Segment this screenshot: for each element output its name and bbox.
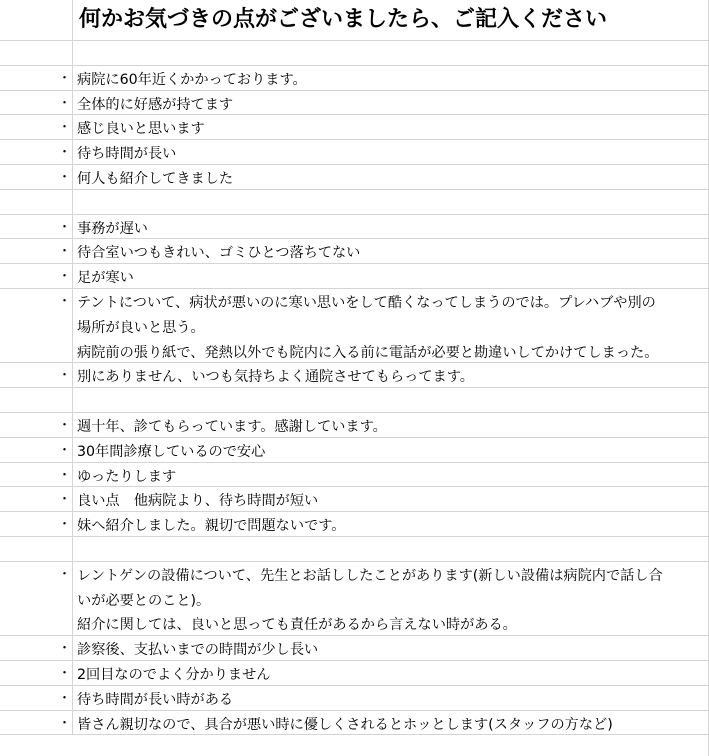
blank-row	[0, 537, 709, 562]
comment-line: 30年間診療しているので安心	[77, 443, 266, 460]
comment-line: 2回目なのでよく分かりません	[77, 667, 271, 683]
list-item	[0, 165, 709, 190]
list-item	[0, 289, 709, 363]
list-item	[0, 562, 709, 636]
comment-line: 病院に60年近くかかっております。	[77, 71, 307, 88]
bullet-marker: ・	[58, 294, 72, 309]
comment-line: ゆったりします	[77, 468, 177, 485]
comment-line: 足が寒い	[77, 270, 134, 287]
comment-line: 紹介に関しては、良いと思っても責任があるから言えない時がある。	[77, 617, 517, 634]
bullet-marker: ・	[58, 219, 72, 235]
bullet-marker: ・	[58, 492, 72, 508]
bullet-marker: ・	[58, 715, 72, 731]
comment-line: 待合室いつもきれい、ゴミひとつ落ちてない	[77, 245, 361, 262]
comment-text	[77, 292, 703, 366]
bullet-marker: ・	[58, 666, 72, 681]
list-item	[0, 363, 709, 388]
list-item	[0, 413, 709, 438]
comment-line: 別にありません、いつも気持ちよく通院させてもらってます。	[77, 369, 474, 386]
bullet-marker: ・	[58, 95, 72, 111]
comment-text	[77, 565, 703, 639]
list-item	[0, 140, 709, 165]
bullet-marker: ・	[58, 418, 72, 433]
page-title: 何かお気づきの点がございましたら、ご記入ください	[79, 7, 608, 32]
list-item	[0, 264, 709, 289]
title-row	[0, 0, 709, 41]
comment-line: 良い点 他病院より、待ち時間が短い	[77, 493, 319, 510]
bullet-marker: ・	[58, 244, 72, 260]
comment-line: 事務が遅い	[77, 220, 148, 237]
bullet-marker: ・	[58, 269, 72, 285]
list-item	[0, 438, 709, 463]
comment-line: 皆さん親切なので、具合が悪い時に優しくされるとホッとします(スタッフの方など)	[77, 716, 613, 733]
bullet-marker: ・	[58, 690, 72, 706]
blank-row	[0, 41, 709, 66]
list-item	[0, 115, 709, 140]
comment-line: 待ち時間が長い	[77, 146, 177, 163]
comment-line: 何人も紹介してきました	[77, 171, 234, 187]
list-item	[0, 711, 709, 736]
list-item	[0, 512, 709, 537]
comment-line: 妹へ紹介しました。親切で問題ないです。	[77, 518, 346, 535]
list-item	[0, 636, 709, 661]
bullet-marker: ・	[58, 70, 72, 86]
comment-line: 週十年、診てもらっています。感謝しています。	[77, 419, 387, 435]
bullet-marker: ・	[58, 145, 72, 161]
comment-line: 感じ良いと思います	[77, 121, 205, 138]
comment-line: 場所が良いと思う。	[77, 319, 205, 336]
list-item	[0, 239, 709, 264]
list-item	[0, 661, 709, 686]
list-item	[0, 487, 709, 512]
list-item	[0, 463, 709, 488]
bullet-marker: ・	[58, 641, 72, 657]
comment-line: テントについて、病状が悪いのに寒い思いをして酷くなってしまうのでは。プレハブや別の	[77, 295, 656, 311]
list-item	[0, 91, 709, 116]
bullet-marker: ・	[58, 170, 72, 185]
bullet-marker: ・	[58, 368, 72, 384]
list-item	[0, 215, 709, 240]
bullet-marker: ・	[58, 566, 72, 582]
comment-line: レントゲンの設備について、先生とお話ししたことがあります(新しい設備は病院内で話し合	[77, 567, 663, 584]
comment-text	[77, 714, 703, 739]
comment-line: 全体的に好感が持てます	[77, 96, 234, 113]
comment-line: 病院前の張り紙で、発熱以外でも院内に入る前に電話が必要と勘違いしてかけてしまった。	[77, 344, 659, 361]
bullet-marker: ・	[58, 517, 72, 533]
list-item	[0, 686, 709, 711]
bullet-marker: ・	[58, 442, 72, 458]
blank-row	[0, 388, 709, 413]
comment-line: 診察後、支払いまでの時間が少し長い	[77, 642, 319, 659]
list-item	[0, 66, 709, 91]
bullet-marker: ・	[58, 120, 72, 136]
blank-row	[0, 190, 709, 215]
bullet-marker: ・	[58, 467, 72, 483]
comment-line: 待ち時間が長い時がある	[77, 691, 234, 708]
comment-line: いが必要とのこと)。	[77, 592, 211, 609]
